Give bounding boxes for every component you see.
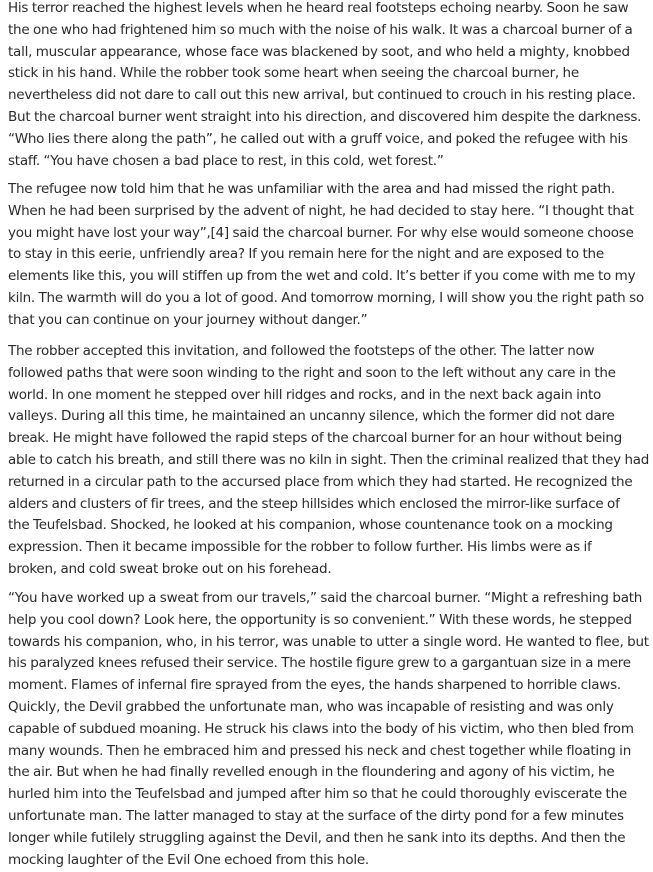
paragraph-1 xyxy=(8,0,649,172)
text-line: capable of subdued moaning. He struck his claws into the body of his victim, who then bled from xyxy=(8,720,634,737)
text-line: break. He might have followed the rapid steps of the charcoal burner for an hour without being xyxy=(8,430,623,447)
text-line: able to catch his breath, and still there was no kiln in sight. Then the criminal realized that they had xyxy=(8,451,650,468)
text-line: broken, and cold sweat broke out on his forehead. xyxy=(8,560,332,577)
text-line: nevertheless did not dare to call out this new arrival, but continued to crouch in his resting place. xyxy=(8,87,636,104)
text-line: longer while futilely struggling against the Devil, and then he sank into its depths. And then the xyxy=(8,829,626,846)
text-line: unfortunate man. The latter managed to stay at the surface of the dirty pond for a few minutes xyxy=(8,807,624,824)
paragraph-4 xyxy=(8,588,649,871)
text-line: kiln. The warmth will do you a lot of good. And tomorrow morning, I will show you the right path so xyxy=(8,289,644,306)
text-line: “Who lies there along the path”, he called out with a gruff voice, and poked the refugee with his xyxy=(8,130,628,147)
text-line: elements like this, you will stiffen up from the wet and cold. It’s better if you come with me to my xyxy=(8,268,636,285)
text-line: that you can continue on your journey without danger.” xyxy=(8,311,368,328)
text-line: followed paths that were soon winding to the right and soon to the left without any care in the xyxy=(8,364,616,381)
text-line: moment. Flames of infernal fire sprayed from the eyes, the hands sharpened to horrible claws. xyxy=(8,677,621,694)
text-line: his paralyzed knees refused their service. The hostile figure grew to a gargantuan size in a mere xyxy=(8,655,631,672)
text-line: expression. Then it became impossible for the robber to follow further. His limbs were as if xyxy=(8,539,592,556)
text-line: hurled him into the Teufelsbad and jumped after him so that he could thoroughly eviscerate the xyxy=(8,786,627,803)
text-line: mocking laughter of the Evil One echoed from this hole. xyxy=(8,851,369,868)
text-line: many wounds. Then he embraced him and pressed his neck and chest together while floating in xyxy=(8,742,631,759)
text-line: stick in his hand. While the robber took some heart when seeing the charcoal burner, he xyxy=(8,65,579,82)
text-line: the one who had frightened him so much with the noise of his walk. It was a charcoal burner of a xyxy=(8,21,633,38)
text-line: The robber accepted this invitation, and followed the footsteps of the other. The latter now xyxy=(8,343,595,359)
text-line: to stay in this eerie, unfriendly area? If you remain here for the night and are exposed to the xyxy=(8,246,604,263)
text-line: alders and clusters of fir trees, and the steep hillsides which enclosed the mirror-like surface of xyxy=(8,495,620,512)
text-line: you might have lost your way”,[4] said the charcoal burner. For why else would someone choose xyxy=(8,224,634,241)
paragraph-3 xyxy=(8,341,649,581)
text-line: When he had been surprised by the advent of night, he had decided to stay here. “I thought that xyxy=(8,202,634,219)
text-line: Quickly, the Devil grabbed the unfortunate man, who was incapable of resisting and was only xyxy=(8,698,614,715)
text-line: help you cool down? Look here, the opportunity is so convenient.” With these words, he stepped xyxy=(8,611,632,628)
text-line: valleys. During all this time, he maintained an uncanny silence, which the former did not dare xyxy=(8,408,615,425)
text-line: The refugee now told him that he was unfamiliar with the area and had missed the right path. xyxy=(8,181,615,197)
text-line: towards his companion, who, in his terror, was unable to utter a single word. He wanted to flee, but xyxy=(8,633,649,650)
text-line: the air. But when he had finally revelled enough in the floundering and agony of his victim, he xyxy=(8,764,615,781)
text-line: staff. “You have chosen a bad place to rest, in this cold, wet forest.” xyxy=(8,152,444,169)
paragraph-2 xyxy=(8,179,649,332)
text-line: But the charcoal burner went straight into his direction, and discovered him despite the darkness. xyxy=(8,108,642,125)
text-line: the Teufelsbad. Shocked, he looked at his companion, whose countenance took on a mocking xyxy=(8,517,613,534)
text-line: world. In one moment he stepped over hill ridges and rocks, and in the next back again into xyxy=(8,386,602,403)
text-line: “You have worked up a sweat from our travels,” said the charcoal burner. “Might a refreshing bath xyxy=(8,590,643,606)
text-line: returned in a circular path to the accursed place from which they had started. He recognized the xyxy=(8,473,633,490)
text-line: tall, muscular appearance, whose face was blackened by soot, and who held a mighty, knobbed xyxy=(8,43,630,60)
text-line: His terror reached the highest levels when he heard real footsteps echoing nearby. Soon he saw xyxy=(8,0,629,16)
